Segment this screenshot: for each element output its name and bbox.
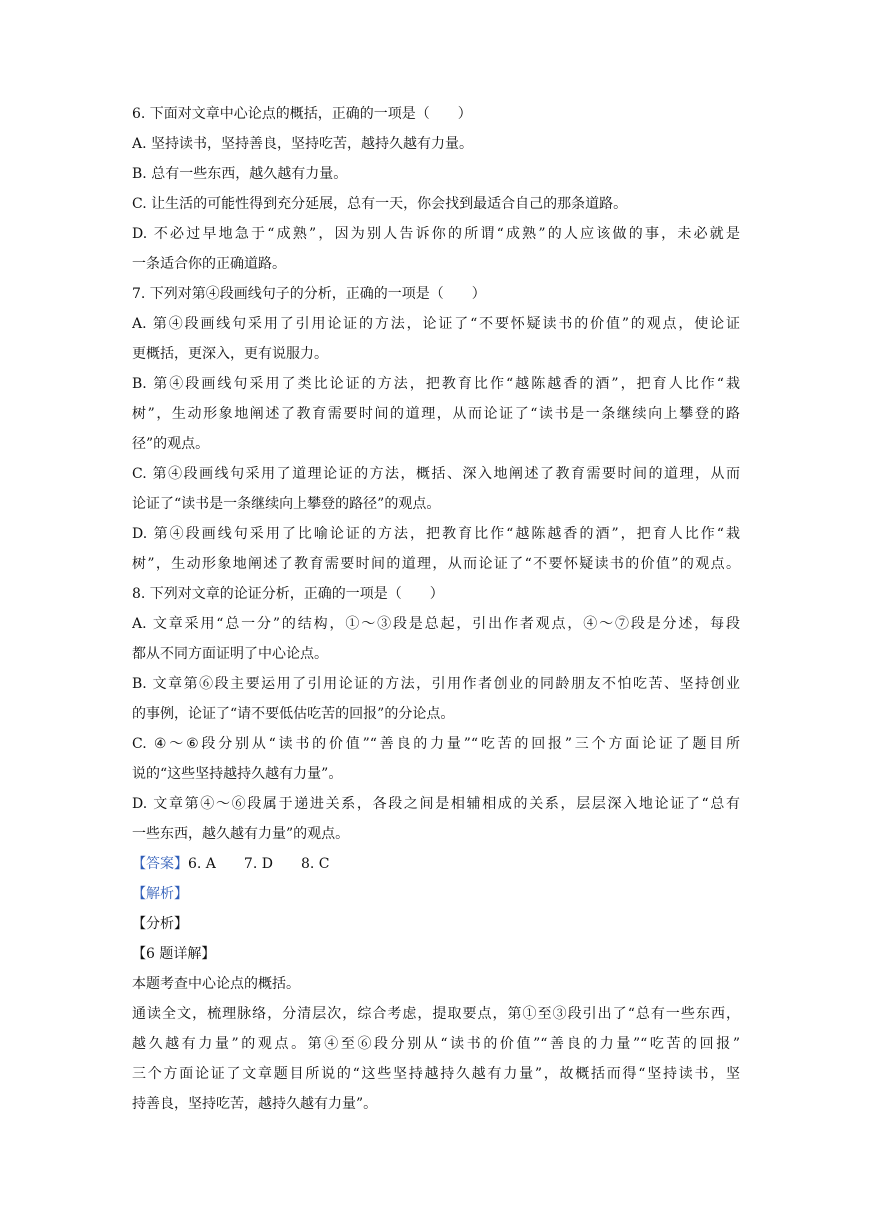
analysis-body-line3: 三个方面论证了文章题目所说的“这些坚持越持久越有力量”，故概括而得“坚持读书，坚	[132, 1066, 740, 1082]
analysis-body-line1: 通读全文，梳理脉络，分清层次，综合考虑，提取要点，第①至③段引出了“总有一些东西，	[132, 1006, 740, 1022]
q7-option-b-line1: B. 第④段画线句采用了类比论证的方法，把教育比作“越陈越香的酒”，把育人比作“栽	[132, 376, 740, 392]
analysis-fenxi-heading: 【分析】	[132, 916, 188, 932]
q8-option-b-line2: 的事例，论证了“请不要低估吃苦的回报”的分论点。	[132, 706, 455, 722]
q7-option-d-line2: 树”，生动形象地阐述了教育需要时间的道理，从而论证了“不要怀疑读书的价值”的观点。	[132, 556, 740, 572]
q7-option-b-line3: 径”的观点。	[132, 436, 210, 452]
q7-option-c-line2: 论证了“读书是一条继续向上攀登的路径”的观点。	[132, 496, 441, 512]
analysis-body-line2: 越久越有力量”的观点。第④至⑥段分别从“读书的价值”“善良的力量”“吃苦的回报”	[132, 1036, 740, 1052]
q6-option-c: C. 让生活的可能性得到充分延展，总有一天，你会找到最适合自己的那条道路。	[132, 196, 628, 212]
q8-option-b-line1: B. 文章第⑥段主要运用了引用论证的方法，引用作者创业的同龄朋友不怕吃苦、坚持创业	[132, 676, 740, 692]
q6-option-d-line2: 一条适合你的正确道路。	[132, 256, 286, 272]
q6-stem: 6. 下面对文章中心论点的概括，正确的一项是（ ）	[132, 106, 472, 122]
q8-option-a-line1: A. 文章采用“总一分”的结构，①～③段是总起，引出作者观点，④～⑦段是分述，每段	[132, 616, 740, 632]
q7-option-d-line1: D. 第④段画线句采用了比喻论证的方法，把教育比作“越陈越香的酒”，把育人比作“栽	[132, 526, 740, 542]
q7-option-a-line2: 更概括，更深入，更有说服力。	[132, 346, 328, 362]
q7-option-a-line1: A. 第④段画线句采用了引用论证的方法，论证了“不要怀疑读书的价值”的观点，使论证	[132, 316, 740, 332]
answer-line	[132, 854, 740, 874]
analysis-intro: 本题考查中心论点的概括。	[132, 976, 300, 992]
q8-option-d-line1: D. 文章第④～⑥段属于递进关系，各段之间是相辅相成的关系，层层深入地论证了“总有	[132, 796, 740, 812]
answer-text: 6. A 7. D 8. C	[188, 856, 330, 872]
q7-stem: 7. 下列对第④段画线句子的分析，正确的一项是（ ）	[132, 286, 486, 302]
q8-option-a-line2: 都从不同方面证明了中心论点。	[132, 646, 328, 662]
q6-option-d-line1: D. 不必过早地急于“成熟”，因为别人告诉你的所谓“成熟”的人应该做的事，未必就是	[132, 226, 740, 242]
q6-option-a: A. 坚持读书，坚持善良，坚持吃苦，越持久越有力量。	[132, 136, 474, 152]
q8-option-c-line2: 说的“这些坚持越持久越有力量”。	[132, 766, 343, 782]
q8-stem: 8. 下列对文章的论证分析，正确的一项是（ ）	[132, 586, 444, 602]
q8-option-d-line2: 一些东西，越久越有力量”的观点。	[132, 826, 350, 842]
q7-option-c-line1: C. 第④段画线句采用了道理论证的方法，概括、深入地阐述了教育需要时间的道理，从而	[132, 466, 740, 482]
q7-option-b-line2: 树”，生动形象地阐述了教育需要时间的道理，从而论证了“读书是一条继续向上攀登的路	[132, 406, 740, 422]
analysis-body-line4: 持善良，坚持吃苦，越持久越有力量”。	[132, 1096, 378, 1112]
analysis-q6-heading: 【6 题详解】	[132, 946, 216, 962]
analysis-label: 【解析】	[132, 886, 188, 902]
q8-option-c-line1: C. ④～⑥段分别从“读书的价值”“善良的力量”“吃苦的回报”三个方面论证了题目所	[132, 736, 740, 752]
answer-label: 【答案】	[132, 856, 188, 872]
q6-option-b: B. 总有一些东西，越久越有力量。	[132, 166, 348, 182]
